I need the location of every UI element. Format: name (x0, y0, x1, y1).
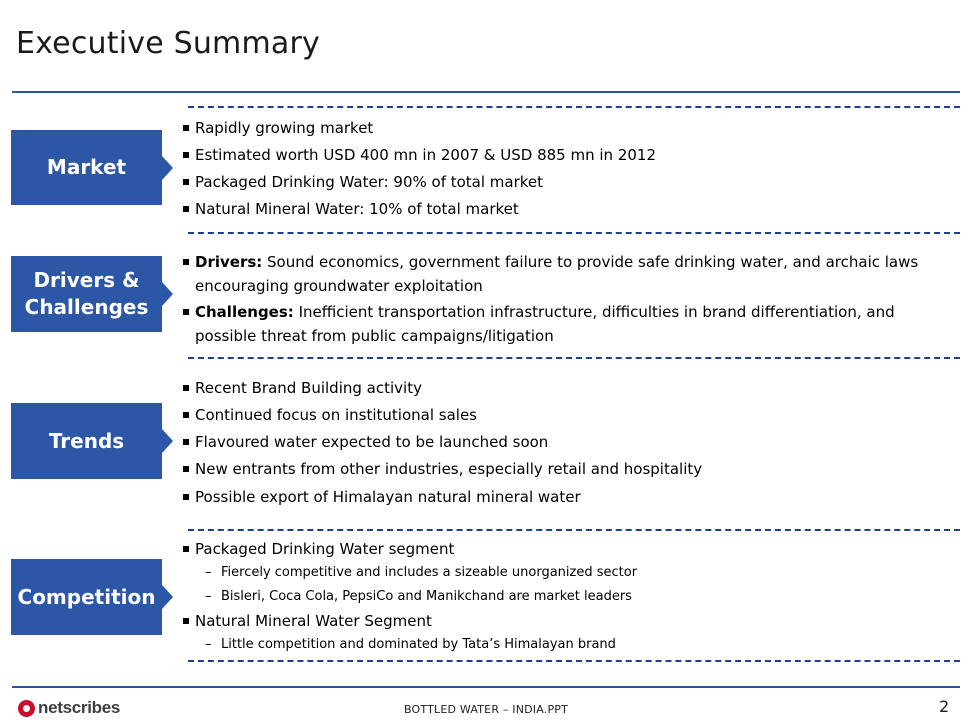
bullet-text: Sound economics, government failure to provide safe drinking water, and archaic laws encouraging groundwater exploitation (195, 253, 919, 295)
section-label-text: Competition (17, 584, 156, 609)
list-item: Flavoured water expected to be launched soon (182, 430, 952, 454)
list-item: Packaged Drinking Water segment (182, 537, 952, 561)
sub-list-item (182, 561, 952, 585)
list-item: Possible export of Himalayan natural mineral water (182, 485, 952, 509)
section-divider (188, 660, 960, 662)
list-item: Continued focus on institutional sales (182, 403, 952, 427)
list-item: Rapidly growing market (182, 116, 952, 140)
bullet-text: Inefficient transportation infrastructure, difficulties in brand differentiation, and possible threat from public campaigns/litigation (195, 303, 895, 345)
sub-list-item (182, 633, 952, 657)
bullet-heading: Drivers: (195, 253, 263, 271)
list-item: Natural Mineral Water: 10% of total market (182, 197, 952, 221)
footer-divider (12, 686, 960, 688)
section-label-text: Market (46, 155, 127, 179)
drivers-challenges-bullets (182, 250, 952, 348)
footer-filename: BOTTLED WATER – INDIA.PPT (404, 703, 569, 716)
page-title: Executive Summary (16, 26, 320, 61)
section-label-competition (11, 559, 162, 635)
sub-item-text: Little competition and dominated by Tata’s Himalayan brand (221, 637, 616, 652)
section-label-text: Drivers & (33, 268, 140, 292)
list-item (182, 300, 952, 348)
title-divider (12, 91, 960, 93)
sub-item-text: Bisleri, Coca Cola, PepsiCo and Manikchand are market leaders (221, 589, 632, 604)
trends-bullets (182, 376, 952, 509)
section-label-market (11, 130, 162, 205)
section-label-trends (11, 403, 162, 479)
list-item: Estimated worth USD 400 mn in 2007 & USD 885 mn in 2012 (182, 143, 952, 167)
netscribes-logo-icon (18, 700, 35, 717)
section-divider (188, 357, 960, 359)
list-item: New entrants from other industries, especially retail and hospitality (182, 457, 952, 481)
list-item: Packaged Drinking Water: 90% of total market (182, 170, 952, 194)
section-divider (188, 106, 960, 108)
market-bullets (182, 116, 952, 221)
netscribes-logo (18, 697, 120, 719)
section-divider (188, 232, 960, 234)
page-number: 2 (939, 697, 950, 716)
list-item (182, 250, 952, 298)
list-item: Recent Brand Building activity (182, 376, 952, 400)
competition-bullets (182, 537, 952, 657)
section-divider (188, 529, 960, 531)
section-label-text: Challenges (24, 295, 149, 319)
section-label-drivers-challenges (11, 256, 162, 332)
sub-item-text: Fiercely competitive and includes a sizeable unorganized sector (221, 565, 638, 580)
sub-list-item (182, 585, 952, 609)
list-item: Natural Mineral Water Segment (182, 609, 952, 633)
section-label-text: Trends (48, 428, 125, 453)
bullet-heading: Challenges: (195, 303, 294, 321)
logo-text: netscribes (38, 698, 121, 717)
